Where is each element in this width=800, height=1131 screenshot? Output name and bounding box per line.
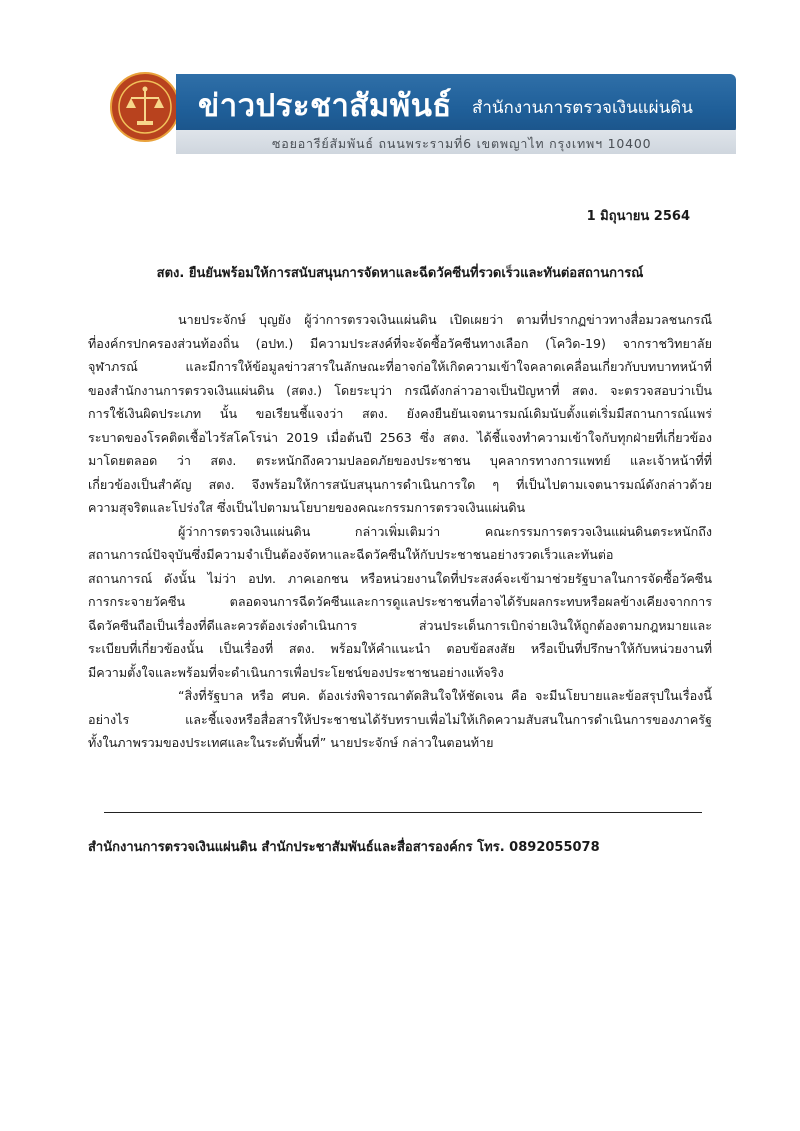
agency-address: ซอยอารีย์สัมพันธ์ ถนนพระรามที่6 เขตพญาไท กรุงเทพฯ 10400 [272, 136, 652, 151]
text-line: ทั้งในภาพรวมของประเทศและในระดับพื้นที่” นายประจักษ์ กล่าวในตอนท้าย [88, 735, 494, 750]
text-line: สถานการณ์ ดังนั้น ไม่ว่า อปท. ภาคเอกชน หรือหน่วยงานใดที่ประสงค์จะเข้ามาช่วยรัฐบาลในการจัดซื้อวัคซีน [88, 570, 712, 586]
text-line: ที่องค์กรปกครองส่วนท้องถิ่น (อปท.) มีความประสงค์ที่จะจัดซื้อวัคซีนทางเลือก (โควิด-19) จากราชวิทยาลัย [88, 335, 712, 351]
text-line: ของสำนักงานการตรวจเงินแผ่นดิน (สตง.) โดยระบุว่า กรณีดังกล่าวอาจเป็นปัญหาที่ สตง. จะตรวจสอบว่าเป็น [88, 382, 712, 398]
release-date: 1 มิถุนายน 2564 [586, 209, 690, 224]
text-line: มีความตั้งใจและพร้อมที่จะดำเนินการเพื่อประโยชน์ของประชาชนอย่างแท้จริง [88, 664, 504, 680]
agency-name: สำนักงานการตรวจเงินแผ่นดิน [472, 98, 693, 118]
text-line: “สิ่งที่รัฐบาล หรือ ศบค. ต้องเร่งพิจารณาตัดสินใจให้ชัดเจน คือ จะมีนโยบายและข้อสรุปในเรื่องนี้ [178, 688, 712, 703]
paragraph [88, 520, 712, 685]
text-line: การใช้เงินผิดประเภท นั้น ขอเรียนชี้แจงว่า สตง. ยังคงยืนยันเจตนารมณ์เดิมนับตั้งแต่เริ่มมีสถานการณ์แพร่ [88, 406, 712, 421]
paragraph [88, 308, 712, 520]
letterhead-banner [176, 74, 736, 134]
text-line: มาโดยตลอด ว่า สตง. ตระหนักถึงความปลอดภัยของประชาชน บุคลากรทางการแพทย์ และเจ้าหน้าที่ที่ [88, 453, 712, 468]
letterhead [110, 70, 740, 160]
text-line: เกี่ยวข้องเป็นสำคัญ สตง. จึงพร้อมให้การสนับสนุนการดำเนินการใด ๆ ที่เป็นไปตามเจตนารมณ์ดังกล่าวด้วย [88, 476, 712, 492]
text-line: สถานการณ์ปัจจุบันซึ่งมีความจำเป็นต้องจัดหาและฉีดวัคซีนให้กับประชาชนอย่างรวดเร็วและทันต่อ [88, 547, 614, 562]
text-line: ความสุจริตและโปร่งใส ซึ่งเป็นไปตามนโยบายของคณะกรรมการตรวจเงินแผ่นดิน [88, 500, 526, 515]
headline: สตง. ยืนยันพร้อมให้การสนับสนุนการจัดหาและฉีดวัคซีนที่รวดเร็วและทันต่อสถานการณ์ [156, 266, 644, 281]
footer-divider [104, 812, 702, 813]
contact-footer: สำนักงานการตรวจเงินแผ่นดิน สำนักประชาสัมพันธ์และสื่อสารองค์กร โทร. 0892055078 [88, 840, 600, 855]
text-line: อย่างไร และชี้แจงหรือสื่อสารให้ประชาชนได้รับทราบเพื่อไม่ให้เกิดความสับสนในการดำเนินการของภาครัฐ [88, 711, 712, 727]
text-line: จุฬาภรณ์ และมีการให้ข้อมูลข่าวสารในลักษณะที่อาจก่อให้เกิดความเข้าใจคลาดเคลื่อนเกี่ยวกับบทบาทหน้าที่ [88, 359, 712, 374]
agency-seal-logo [110, 72, 180, 142]
text-line: ผู้ว่าการตรวจเงินแผ่นดิน กล่าวเพิ่มเติมว่า คณะกรรมการตรวจเงินแผ่นดินตระหนักถึง [178, 523, 712, 539]
text-line: ฉีดวัคซีนถือเป็นเรื่องที่ดีและควรต้องเร่งดำเนินการ ส่วนประเด็นการเบิกจ่ายเงินให้ถูกต้องตามกฎหมายและ [88, 617, 712, 633]
press-release-title: ข่าวประชาสัมพันธ์ [198, 88, 452, 124]
text-line: ระเบียบที่เกี่ยวข้องนั้น เป็นเรื่องที่ สตง. พร้อมให้คำแนะนำ ตอบข้อสงสัย หรือเป็นที่ปรึกษาให้กับหน่วยงานที่ [88, 641, 712, 656]
text-line: การกระจายวัคซีน ตลอดจนการฉีดวัคซีนและการดูแลประชาชนที่อาจได้รับผลกระทบหรือผลข้างเคียงจากการ [88, 594, 712, 609]
text-line: นายประจักษ์ บุญยัง ผู้ว่าการตรวจเงินแผ่นดิน เปิดเผยว่า ตามที่ปรากฏข่าวทางสื่อมวลชนกรณี [178, 312, 712, 327]
address-bar [176, 130, 736, 154]
paragraph [88, 684, 712, 755]
text-line: ระบาดของโรคติดเชื้อไวรัสโคโรน่า 2019 เมื่อต้นปี 2563 ซึ่ง สตง. ได้ชี้แจงทำความเข้าใจกับทุกฝ่ายที่เกี่ยวข้อง [88, 429, 712, 445]
body-text [88, 308, 712, 755]
scales-of-justice-seal-icon [112, 74, 178, 140]
